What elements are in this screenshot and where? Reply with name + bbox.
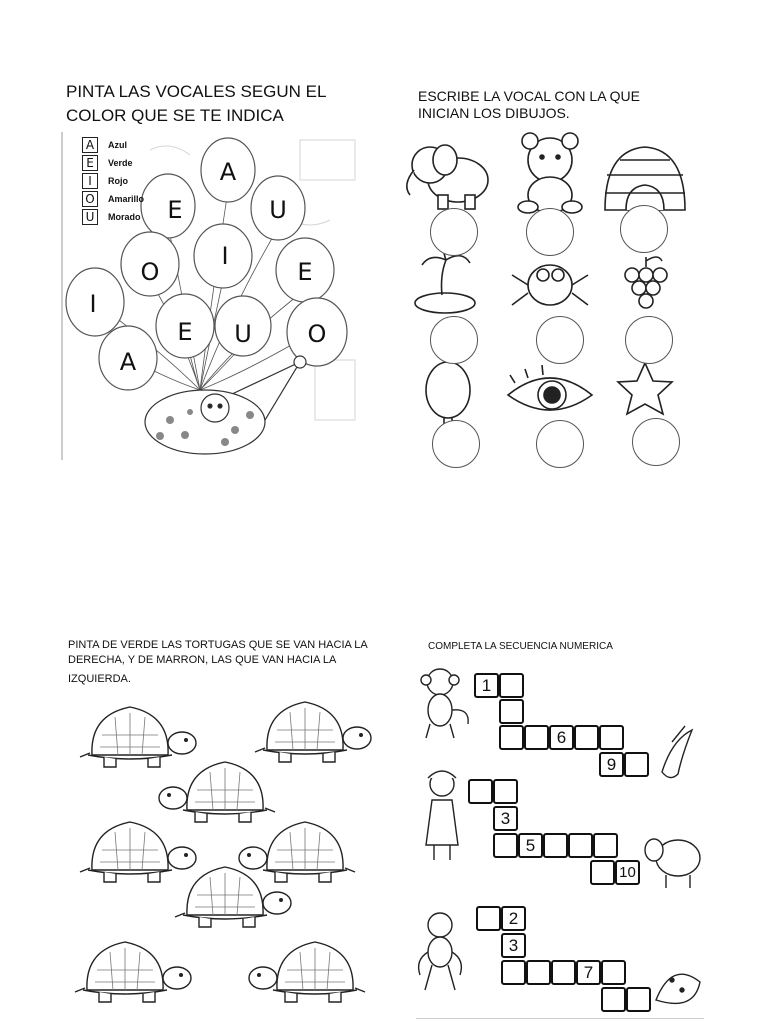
clown-icon [145,356,306,454]
legend-color: Rojo [108,176,128,186]
vowels-title-line1: PINTA LAS VOCALES SEGUN EL [66,82,327,101]
turtles-title-line1: PINTA DE VERDE LAS TORTUGAS QUE SE VAN HACIA LA [68,639,368,651]
sequence-cell[interactable]: 7 [576,960,601,985]
balloon-letter[interactable]: O [140,258,160,286]
turtle-right [255,702,371,762]
banana-icon [662,726,692,778]
sequence-cell-empty[interactable] [624,752,649,777]
initial-vowel-title-line2: INICIAN LOS DIBUJOS. [418,105,570,121]
balloon-letter[interactable]: E [177,318,193,346]
sequence-cell[interactable]: 5 [518,833,543,858]
balloon-letter[interactable]: I [221,242,229,270]
answer-circle-island[interactable] [430,316,478,364]
spider-icon [512,265,588,305]
legend-color: Azul [108,140,127,150]
sequence-cell[interactable]: 2 [501,906,526,931]
turtles-illustration [60,680,380,1010]
turtles-title-line2: DERECHA, Y DE MARRON, LAS QUE VAN HACIA LA [68,654,337,666]
legend-row [82,136,144,154]
sequence-cell-empty[interactable] [601,987,626,1012]
sequence-cell-empty[interactable] [568,833,593,858]
answer-circle-grapes[interactable] [625,316,673,364]
turtle-left [249,942,365,1002]
sequence-cell-empty[interactable] [599,725,624,750]
frog-icon [419,913,462,990]
initial-vowel-title-line1: ESCRIBE LA VOCAL CON LA QUE [418,88,641,104]
bear-icon [518,133,582,213]
sequence-cell-empty[interactable] [551,960,576,985]
star-icon [618,363,672,414]
igloo-icon [605,147,685,210]
sequence-cell-empty[interactable] [499,673,524,698]
turtle-right [80,822,196,882]
sequence-cell[interactable]: 1 [474,673,499,698]
legend-letter: U [82,209,98,225]
balloon-letter[interactable]: U [234,320,252,348]
legend-row [82,190,144,208]
answer-circle-spider[interactable] [536,316,584,364]
grapes-icon [625,257,667,308]
panel-border [416,1018,704,1019]
answer-circle-tree[interactable] [432,420,480,468]
color-legend [82,136,144,226]
sequence-cell-empty[interactable] [499,725,524,750]
sequence-cell-empty[interactable] [626,987,651,1012]
turtle-right [175,867,291,927]
legend-letter: A [82,137,98,153]
sequence-title: COMPLETA LA SECUENCIA NUMERICA [428,641,613,652]
sequence-cell-empty[interactable] [499,699,524,724]
sequence-cell[interactable]: 9 [599,752,624,777]
initial-vowel-pictures [400,125,690,465]
sequence-cell-empty[interactable] [590,860,615,885]
sequence-cell-empty[interactable] [524,725,549,750]
sequence-cell[interactable]: 10 [615,860,640,885]
legend-color: Verde [108,158,133,168]
sequence-cell-empty[interactable] [526,960,551,985]
legend-row [82,208,144,226]
balloon-letter[interactable]: E [297,258,313,286]
sequence-cell-empty[interactable] [493,779,518,804]
sequence-cell[interactable]: 3 [493,806,518,831]
answer-circle-elephant[interactable] [430,208,478,256]
balloon-letter[interactable]: A [219,158,237,186]
turtle-left [159,762,275,822]
monkey-icon [421,669,468,738]
girl-icon [426,771,458,860]
answer-circle-eye[interactable] [536,420,584,468]
turtle-right [80,707,196,767]
legend-letter: O [82,191,98,207]
balloon-letter[interactable]: I [89,290,97,318]
legend-letter: E [82,155,98,171]
legend-color: Amarillo [108,194,145,204]
eye-icon [508,365,592,410]
sequence-cell-empty[interactable] [593,833,618,858]
turtles-title-line3: IZQUIERDA. [68,673,131,685]
legend-row [82,154,144,172]
sequence-cell-empty[interactable] [468,779,493,804]
sequence-cell-empty[interactable] [476,906,501,931]
balloon-letter[interactable]: A [119,348,137,376]
balloon-letter[interactable]: O [307,320,327,348]
sequence-cell-empty[interactable] [601,960,626,985]
turtle-right [75,942,191,1002]
legend-row [82,172,144,190]
balloon-letter[interactable]: E [167,196,183,224]
legend-color: Morado [108,212,141,222]
turtle-left [239,822,355,882]
sheep-icon [645,839,700,888]
sequence-cell-empty[interactable] [574,725,599,750]
sequence-cell-empty[interactable] [543,833,568,858]
vowels-title-line2: COLOR QUE SE TE INDICA [66,106,284,125]
balloon-letter[interactable]: U [269,196,287,224]
sequence-cell[interactable]: 3 [501,933,526,958]
watermelon-icon [656,974,700,1003]
answer-circle-star[interactable] [632,418,680,466]
sequence-cell-empty[interactable] [493,833,518,858]
elephant-icon [407,145,488,209]
legend-letter: I [82,173,98,189]
sequence-cell[interactable]: 6 [549,725,574,750]
answer-circle-bear[interactable] [526,208,574,256]
sequence-cell-empty[interactable] [501,960,526,985]
answer-circle-igloo[interactable] [620,205,668,253]
